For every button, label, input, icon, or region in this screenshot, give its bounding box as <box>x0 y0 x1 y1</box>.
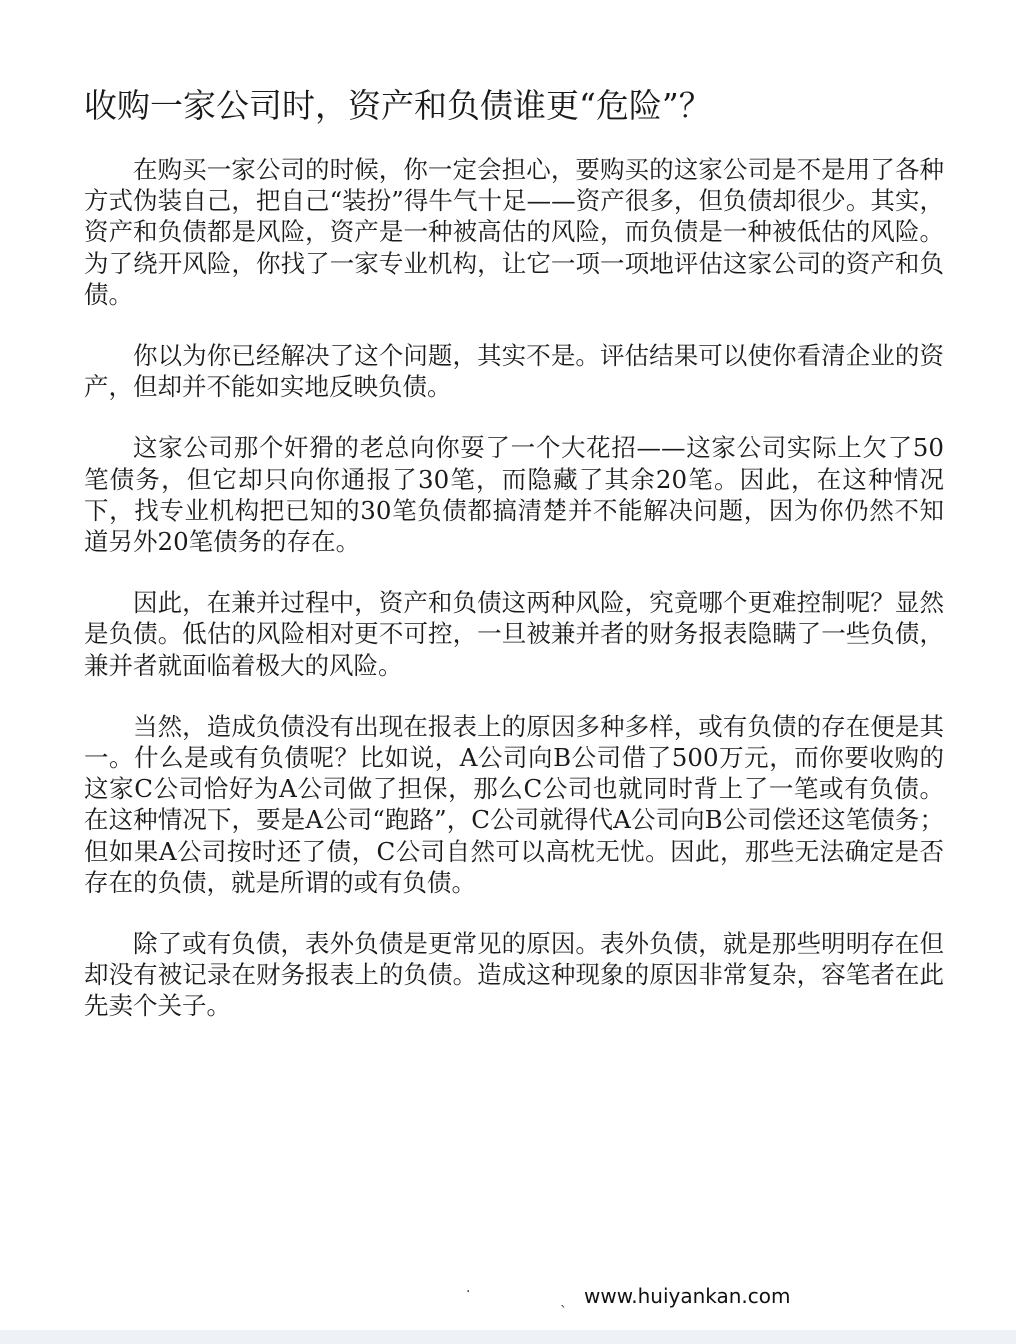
paragraph-3: 这家公司那个奸猾的老总向你耍了一个大花招——这家公司实际上欠了50笔债务，但它却只向你通报了30笔，而隐藏了其余20笔。因此，在这种情况下，找专业机构把已知的30笔负债都搞清楚并不能解决问题，因为你仍然不知道另外20笔债务的存在。 <box>84 433 944 557</box>
footer-mark: ˎ <box>560 1292 567 1308</box>
paragraph-6: 除了或有负债，表外负债是更常见的原因。表外负债，就是那些明明存在但却没有被记录在财务报表上的负债。造成这种现象的原因非常复杂，容笔者在此先卖个关子。 <box>84 929 944 1021</box>
page-title: 收购一家公司时，资产和负债谁更“危险”？ <box>84 86 712 125</box>
paragraph-4: 因此，在兼并过程中，资产和负债这两种风险，究竟哪个更难控制呢？显然是负债。低估的风险相对更不可控，一旦被兼并者的财务报表隐瞒了一些负债，兼并者就面临着极大的风险。 <box>84 588 944 680</box>
paragraph-1: 在购买一家公司的时候，你一定会担心，要购买的这家公司是不是用了各种方式伪装自己，把自己“装扮”得牛气十足——资产很多，但负债却很少。其实，资产和负债都是风险，资产是一种被高估的风险，而负债是一种被低估的风险。为了绕开风险，你找了一家专业机构，让它一项一项地评估这家公司的资产和负债。 <box>84 155 944 309</box>
paragraph-5: 当然，造成负债没有出现在报表上的原因多种多样，或有负债的存在便是其一。什么是或有负债呢？比如说，A公司向B公司借了500万元，而你要收购的这家C公司恰好为A公司做了担保，那么C公司也就同时背上了一笔或有负债。在这种情况下，要是A公司“跑路”，C公司就得代A公司向B公司偿还这笔债务；但如果A公司按时还了债，C公司自然可以高枕无忧。因此，那些无法确定是否存在的负债，就是所谓的或有负债。 <box>84 711 944 897</box>
article-body <box>84 154 944 1052</box>
paragraph-2: 你以为你已经解决了这个问题，其实不是。评估结果可以使你看清企业的资产，但却并不能如实地反映负债。 <box>84 341 944 402</box>
footer-website-link[interactable]: www.huiyankan.com <box>584 1284 791 1308</box>
footer-dot: · <box>466 1284 471 1300</box>
bottom-strip <box>0 1330 1016 1344</box>
